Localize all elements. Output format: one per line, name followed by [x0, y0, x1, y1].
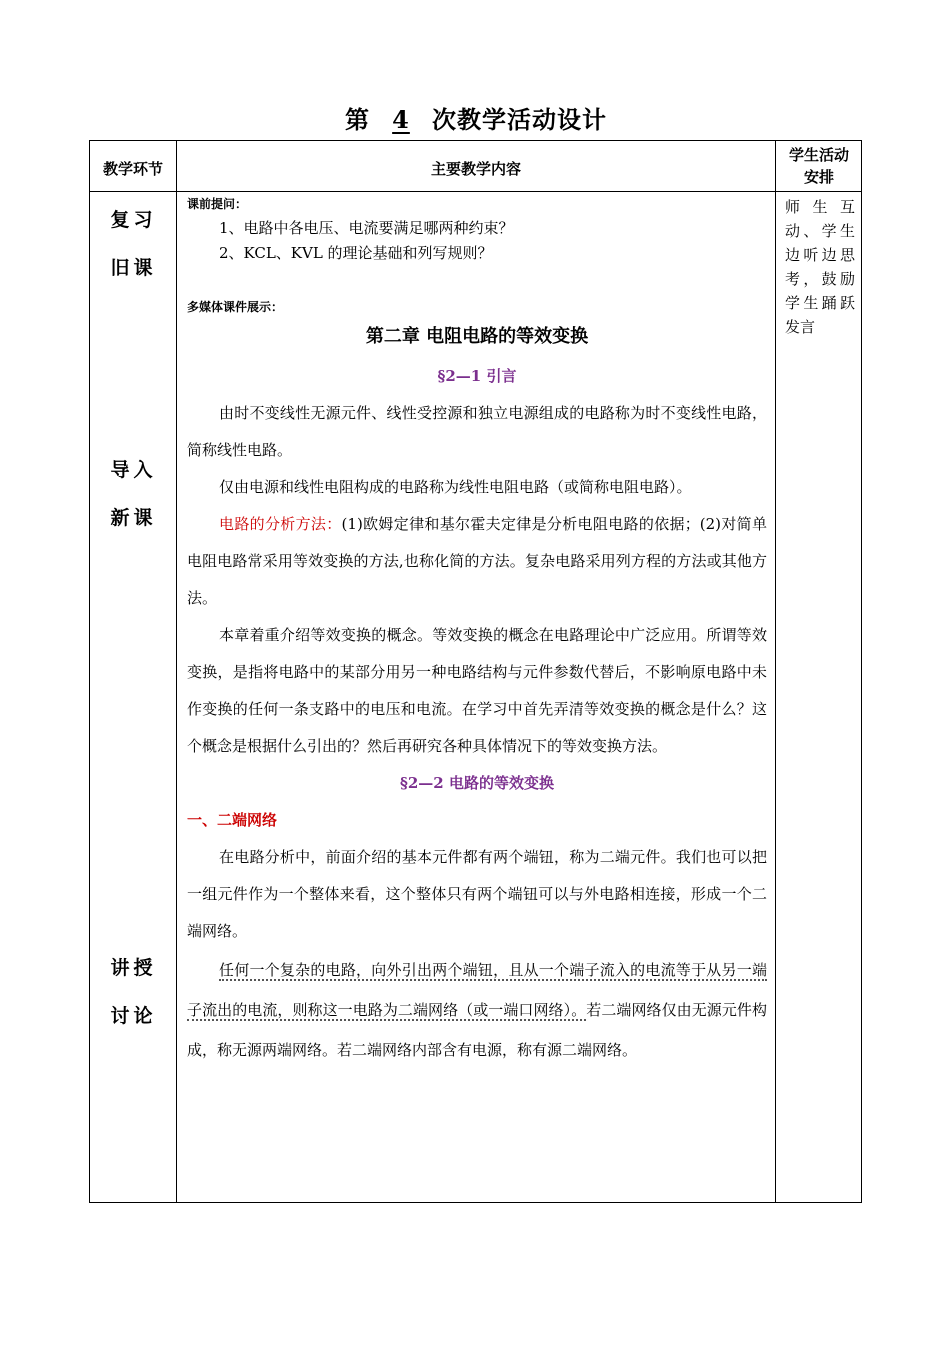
stage-intro-line1: 导入 — [110, 459, 157, 481]
two-port-types: 若二端网络仅由无源元件构成，称无源两端网络。若二端网络内部含有电源，称有源二端网络。 — [187, 1001, 767, 1059]
header-stage: 教学环节 — [102, 160, 163, 178]
lesson-table — [89, 140, 862, 1203]
chapter-title: 第二章 电阻电路的等效变换 — [365, 326, 589, 347]
multimedia-label: 多媒体课件展示： — [187, 300, 284, 314]
column-divider — [176, 141, 177, 1202]
subsection-1-title: 一、二端网络 — [187, 811, 278, 829]
stage-intro — [90, 446, 177, 542]
question-2: 2、KCL、KVL 的理论基础和列写规则？ — [219, 244, 493, 262]
paragraph-4: 本章着重介绍等效变换的概念。等效变换的概念在电路理论中广泛应用。所谓等效变换，是指将电路中的某部分用另一种电路结构与元件参数代替后，不影响原电路中未作变换的任何一条支路中的电压和电流。在学习中首先弄清等效变换的概念是什么？这个概念是根据什么引出的？然后再研究各种具体情况下的等效变换方法。 — [187, 626, 767, 755]
header-content: 主要教学内容 — [430, 160, 521, 178]
stage-lecture-line2: 讨论 — [110, 1005, 157, 1027]
analysis-method-text: (1)欧姆定律和基尔霍夫定律是分析电阻电路的依据；(2)对简单电阻电路常采用等效变换的方法,也称化简的方法。复杂电路采用列方程的方法或其他方法。 — [187, 515, 767, 607]
page-title — [0, 100, 952, 135]
paragraph-3 — [187, 506, 767, 617]
paragraph-1: 由时不变线性无源元件、线性受控源和独立电源组成的电路称为时不变线性电路，简称线性电路。 — [187, 404, 767, 459]
question-1: 1、电路中各电压、电流要满足哪两种约束？ — [219, 219, 514, 237]
stage-intro-line2: 新课 — [110, 507, 157, 529]
column-divider — [775, 141, 776, 1202]
paragraph-6 — [187, 950, 767, 1070]
pre-question-label: 课前提问： — [187, 197, 248, 211]
stage-review — [90, 196, 177, 292]
stage-review-line1: 复习 — [110, 209, 157, 231]
header-activity: 学生活动安排 — [788, 146, 849, 186]
two-port-definition: 任何一个复杂的电路，向外引出两个端钮，且从一个端子流入的电流等于从另一端子流出的电流，则称这一电路为二端网络（或一端口网络）。 — [187, 961, 767, 1019]
analysis-method-label: 电路的分析方法： — [219, 515, 342, 533]
title-prefix: 第 — [345, 105, 370, 134]
paragraph-5: 在电路分析中，前面介绍的基本元件都有两个端钮，称为二端元件。我们也可以把一组元件作为一个整体来看，这个整体只有两个端钮可以与外电路相连接，形成一个二端网络。 — [187, 848, 767, 940]
header-divider — [90, 191, 861, 192]
stage-lecture-line1: 讲授 — [110, 957, 157, 979]
stage-lecture — [90, 944, 177, 1040]
main-content — [187, 199, 767, 1070]
section-1-title: §2—1 引言 — [437, 367, 517, 385]
section-2-title: §2—2 电路的等效变换 — [400, 774, 554, 792]
activity-number: 4 — [392, 105, 410, 134]
stage-review-line2: 旧课 — [110, 257, 157, 279]
paragraph-2: 仅由电源和线性电阻构成的电路称为线性电阻电路（或简称电阻电路）。 — [219, 478, 692, 496]
title-suffix: 次教学活动设计 — [432, 105, 607, 134]
student-activity: 师生互动、学生边听边思考，鼓励学生踊跃发言 — [785, 198, 855, 336]
